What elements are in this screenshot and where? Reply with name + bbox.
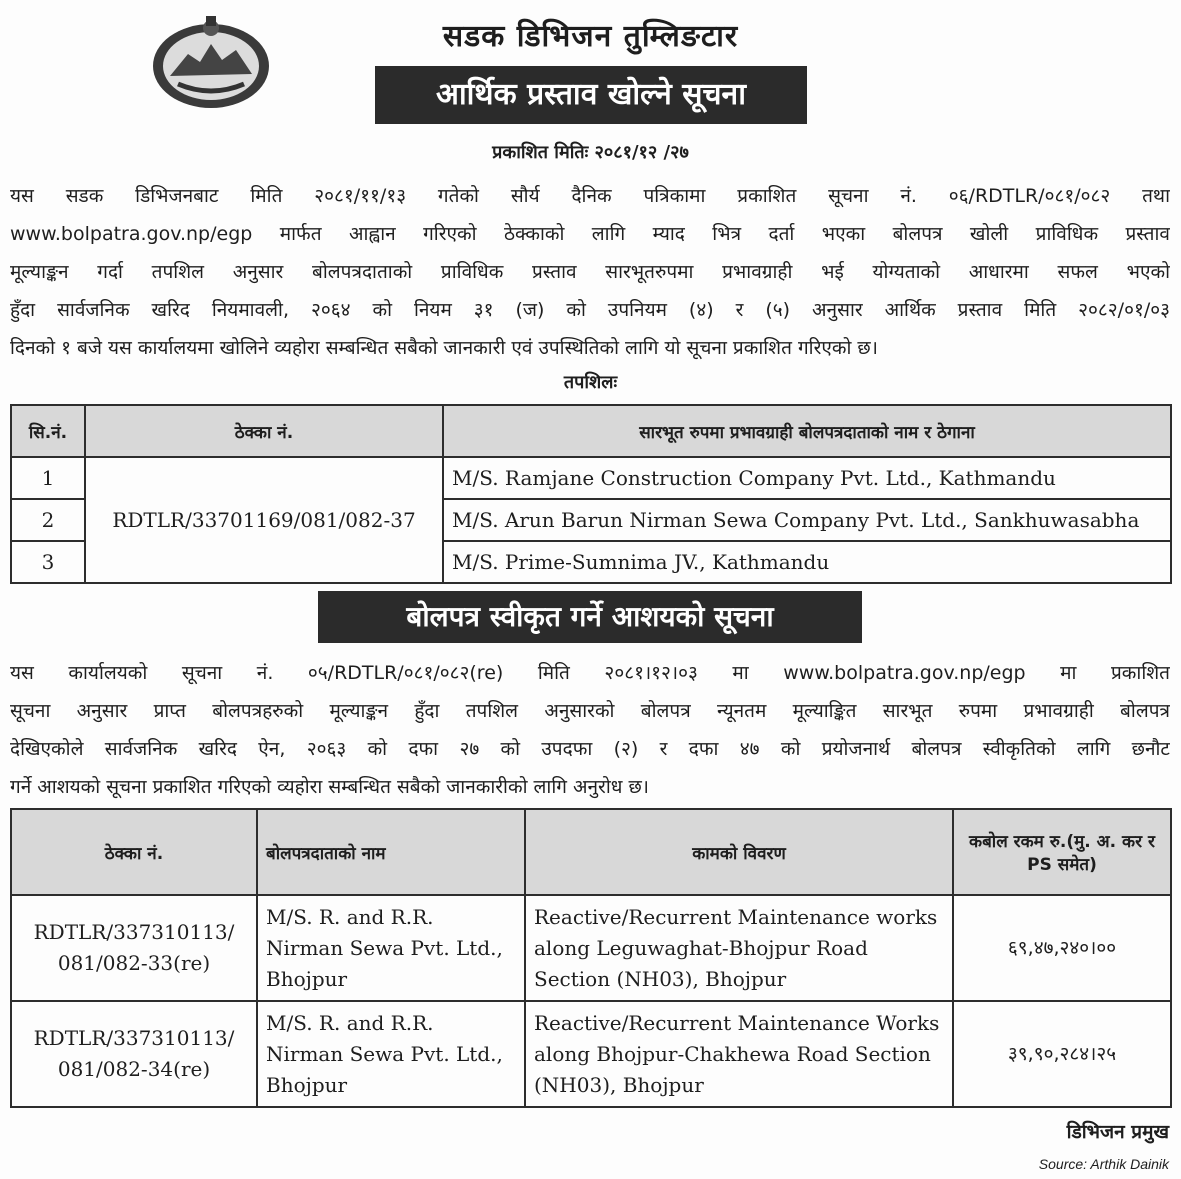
notice-paragraph-1: [10, 177, 1170, 367]
paragraph-line: गर्ने आशयको सूचना प्रकाशित गरिएको व्यहोरा सम्बन्धित सबैको जानकारीको लागि अनुरोध छ।: [10, 776, 649, 798]
bid-amount-cell: ६९,४७,२४०।००: [953, 895, 1171, 1001]
column-header: सि.नं.: [11, 405, 85, 457]
column-header: सारभूत रुपमा प्रभावग्राही बोलपत्रदाताको नाम र ठेगाना: [443, 405, 1171, 457]
paragraph-line: दिनको १ बजे यस कार्यालयमा खोलिने व्यहोरा सम्बन्धित सबैको जानकारी एवं उपस्थितिको लागि यो सूचना प्रकाशित गरिएको छ।: [10, 337, 878, 359]
schedule-label: तपशिलः: [563, 372, 618, 393]
serial-number-cell: 1: [11, 457, 85, 499]
table-row: [11, 895, 1171, 1001]
bid-amount-cell: ३९,९०,२८४।२५: [953, 1001, 1171, 1107]
signatory: डिभिजन प्रमुख: [1066, 1121, 1169, 1143]
column-header: कामको विवरण: [525, 809, 953, 895]
responsive-bidders-table: [10, 404, 1172, 584]
paragraph-line: हुँदा सार्वजनिक खरिद नियमावली, २०६४ को नियम ३१ (ज) को उपनियम (४) र (५) अनुसार आर्थिक प्रस्ताव मिति २०८२/०१/०३: [10, 299, 1170, 321]
bidder-cell: M/S. R. and R.R. Nirman Sewa Pvt. Ltd., Bhojpur: [257, 1001, 525, 1107]
contract-number-cell: RDTLR/33701169/081/082-37: [85, 457, 443, 583]
financial-proposal-banner: आर्थिक प्रस्ताव खोल्ने सूचना: [375, 66, 807, 124]
bidder-cell: M/S. Prime-Sumnima JV., Kathmandu: [443, 541, 1171, 583]
source-credit: Source: Arthik Dainik: [1038, 1156, 1169, 1172]
work-description-cell: Reactive/Recurrent Maintenance Works along Bhojpur-Chakhewa Road Section (NH03), Bhojpur: [525, 1001, 953, 1107]
table-header-row: [11, 405, 1171, 457]
table-header-row: [11, 809, 1171, 895]
paragraph-line: देखिएकोले सार्वजनिक खरिद ऐन, २०६३ को दफा २७ को उपदफा (२) र दफा ४७ को प्रयोजनार्थ बोलपत्र स्वीकृतिको लागि छनौट: [10, 738, 1170, 760]
bidder-cell: M/S. Ramjane Construction Company Pvt. Ltd., Kathmandu: [443, 457, 1171, 499]
column-header: ठेक्का नं.: [85, 405, 443, 457]
office-title: सडक डिभिजन तुम्लिङटार: [442, 19, 739, 54]
table-row: [11, 457, 1171, 499]
table-row: [11, 1001, 1171, 1107]
paragraph-line: यस कार्यालयको सूचना नं. ०५/RDTLR/०८१/०८२(re) मिति २०८१।१२।०३ मा www.bolpatra.gov.np/egp मा प्रकाशित: [10, 662, 1170, 684]
serial-number-cell: 3: [11, 541, 85, 583]
column-header: कबोल रकम रु.(मु. अ. कर र PS समेत): [953, 809, 1171, 895]
contract-number-cell: RDTLR/337310113/ 081/082-34(re): [11, 1001, 257, 1107]
column-header: ठेक्का नं.: [11, 809, 257, 895]
paragraph-line: यस सडक डिभिजनबाट मिति २०८१/११/१३ गतेको सौर्य दैनिक पत्रिकामा प्रकाशित सूचना नं. ०६/RDTLR/०८१/०८२ तथा: [10, 185, 1170, 207]
contract-number-cell: RDTLR/337310113/ 081/082-33(re): [11, 895, 257, 1001]
paragraph-line: सूचना अनुसार प्राप्त बोलपत्रहरुको मूल्याङ्कन हुँदा तपशिल अनुसारको बोलपत्र न्यूनतम मूल्याङ्कित सारभूत रुपमा प्रभावग्राही बोलपत्र: [10, 700, 1170, 722]
bidder-cell: M/S. Arun Barun Nirman Sewa Company Pvt. Ltd., Sankhuwasabha: [443, 499, 1171, 541]
column-header: बोलपत्रदाताको नाम: [257, 809, 525, 895]
intent-award-table: [10, 808, 1172, 1108]
bidder-cell: M/S. R. and R.R. Nirman Sewa Pvt. Ltd., Bhojpur: [257, 895, 525, 1001]
serial-number-cell: 2: [11, 499, 85, 541]
published-date: प्रकाशित मितिः २०८१/१२ /२७: [492, 142, 689, 163]
paragraph-line: www.bolpatra.gov.np/egp मार्फत आह्वान गरिएको ठेक्काको लागि म्याद भित्र दर्ता भएका बोलपत्र खोली प्राविधिक प्रस्ताव: [10, 223, 1170, 245]
notice-paragraph-2: [10, 654, 1170, 806]
work-description-cell: Reactive/Recurrent Maintenance works along Leguwaghat-Bhojpur Road Section (NH03), Bhojpur: [525, 895, 953, 1001]
letter-of-intent-banner: बोलपत्र स्वीकृत गर्ने आशयको सूचना: [318, 591, 862, 643]
paragraph-line: मूल्याङ्कन गर्दा तपशिल अनुसार बोलपत्रदाताको प्राविधिक प्रस्ताव सारभूतरुपमा प्रभावग्राही भई योग्यताको आधारमा सफल भएको: [10, 261, 1170, 283]
